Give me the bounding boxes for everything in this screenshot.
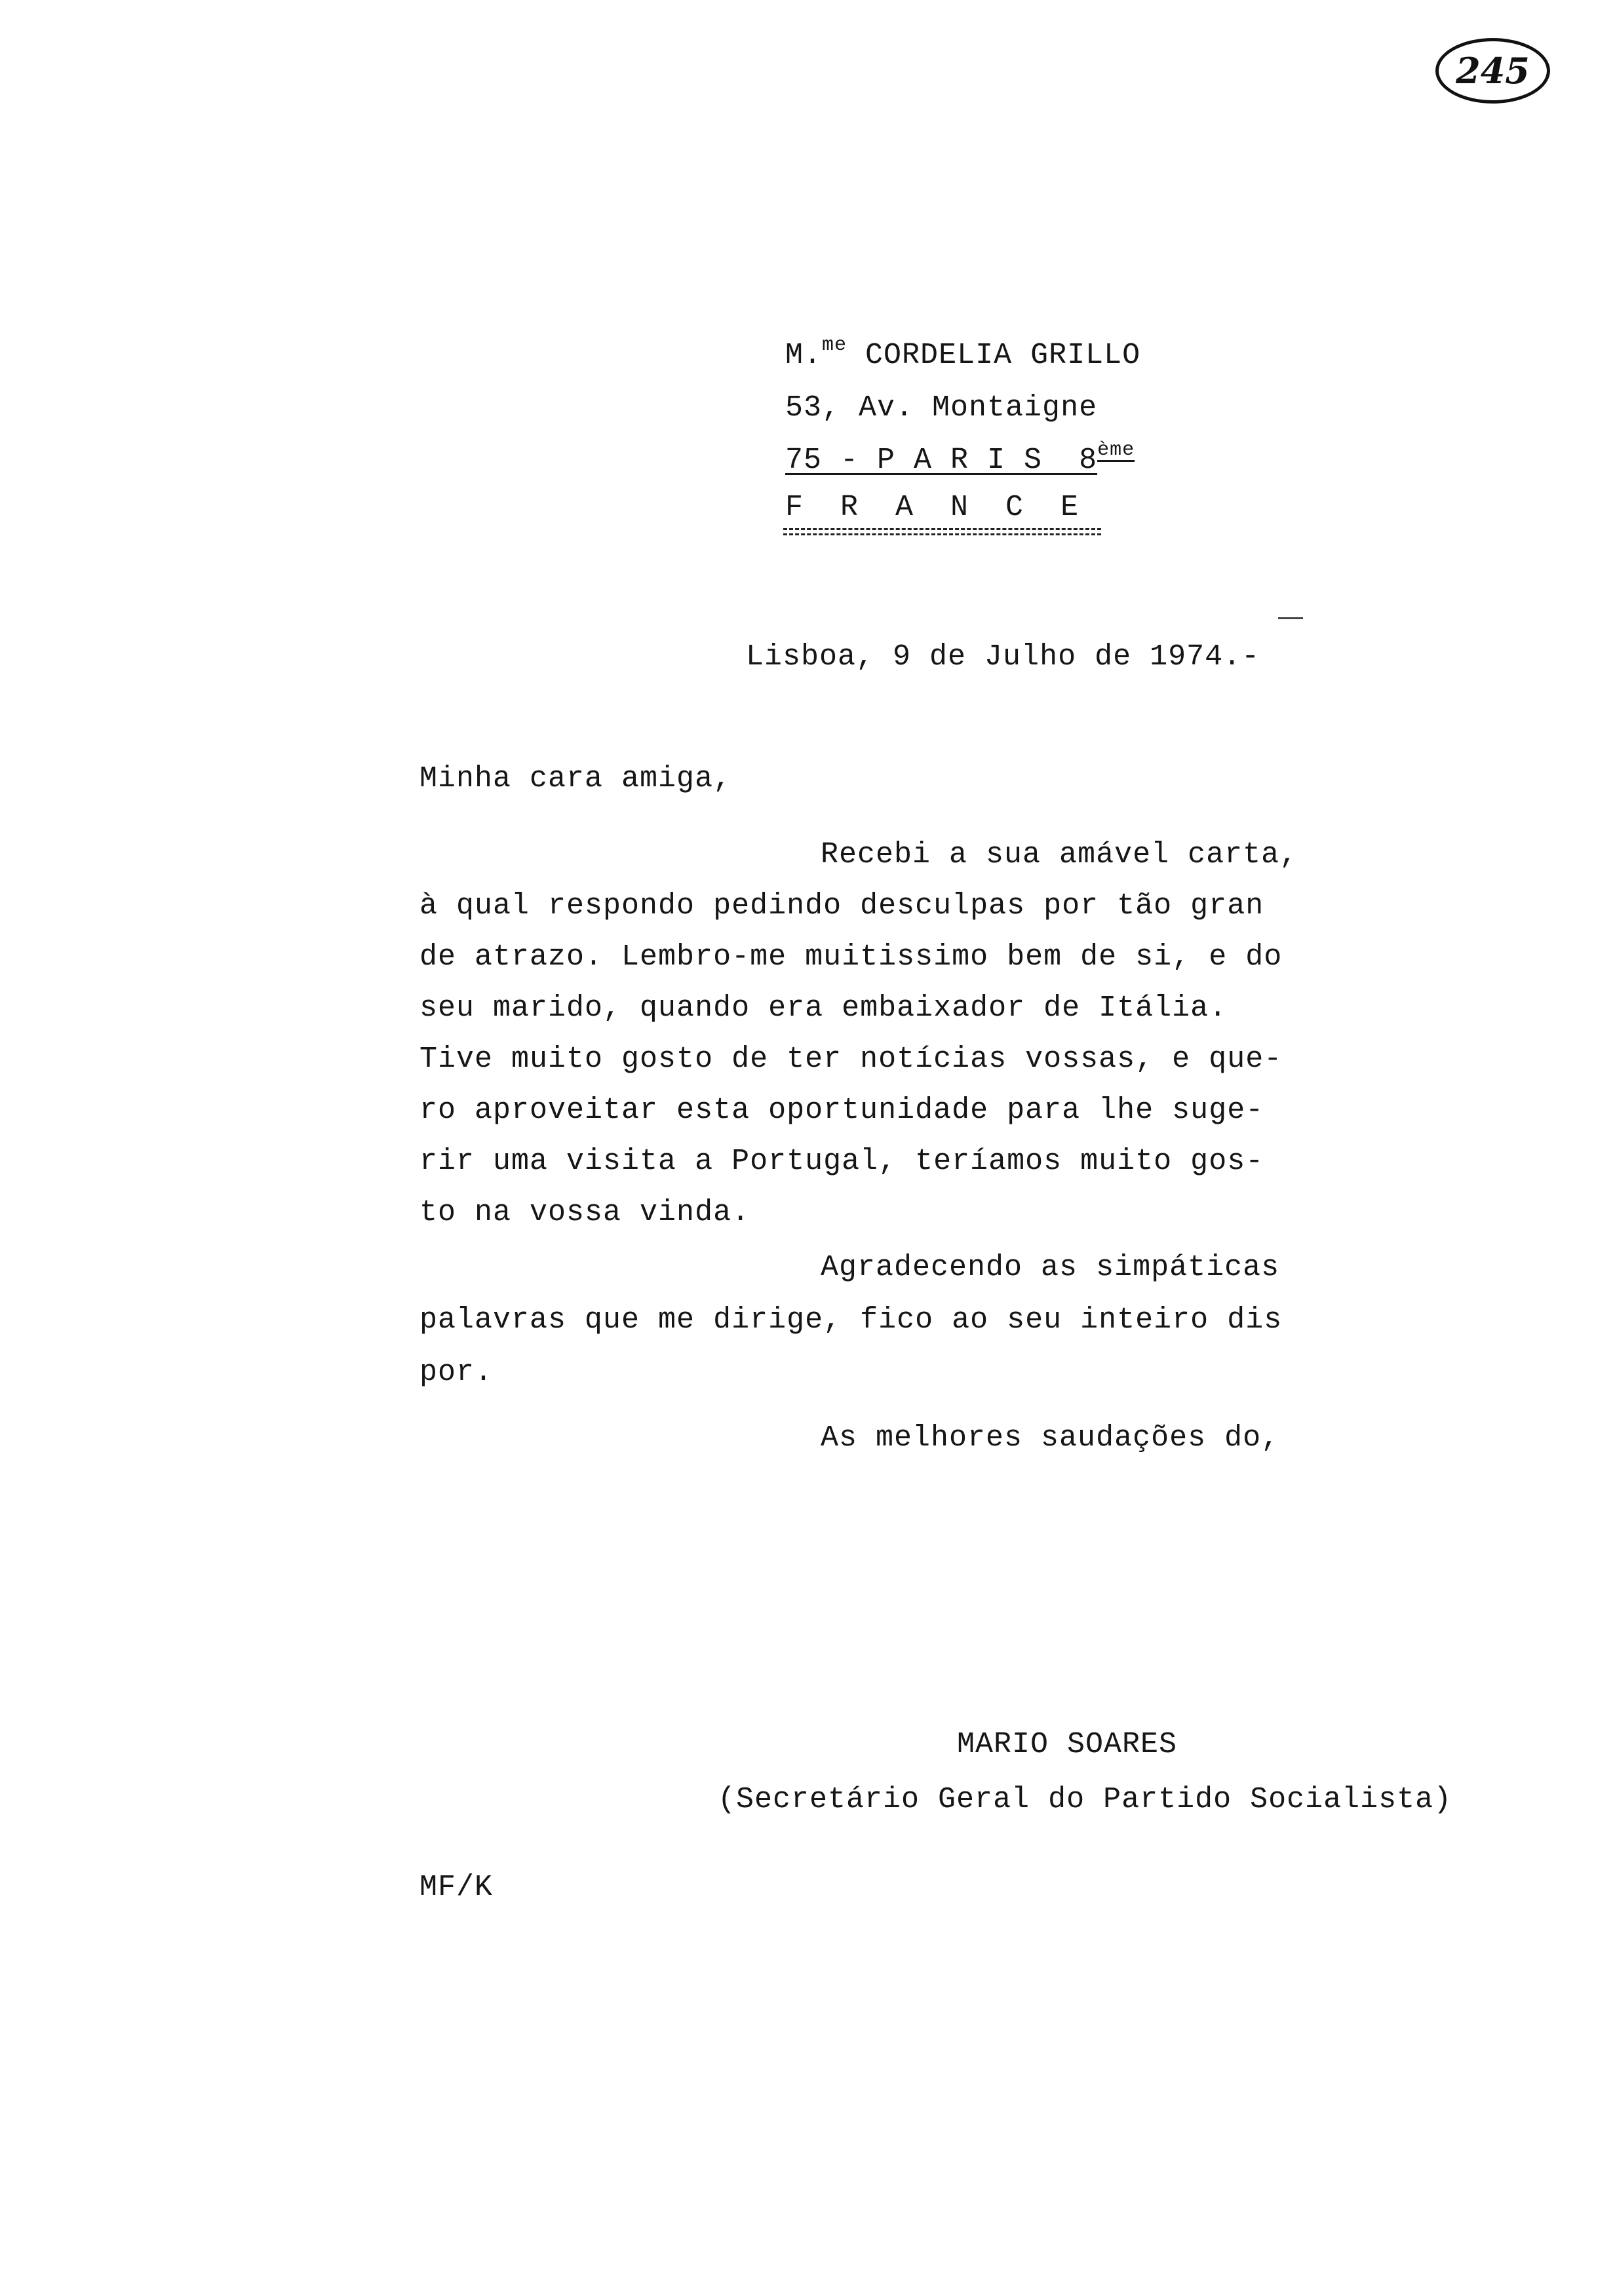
recipient-city: 75 - P A R I S 8 [785, 444, 1098, 477]
body-line: ro aproveitar esta oportunidade para lhe suge- [419, 1094, 1264, 1127]
stray-mark [1278, 617, 1303, 619]
body-line: à qual respondo pedindo desculpas por tão gran [419, 889, 1264, 923]
body-line: seu marido, quando era embaixador de Itália. [419, 991, 1228, 1025]
body-line: por. [419, 1356, 494, 1389]
recipient-name-line [785, 334, 1141, 372]
body-line: de atrazo. Lembro-me muitissimo bem de si, e do [419, 940, 1283, 974]
recipient-city-sup: ème [1097, 439, 1135, 461]
archive-number-stamp: 245 [1435, 38, 1550, 104]
body-line: rir uma visita a Portugal, teríamos muito gos- [419, 1145, 1264, 1178]
recipient-name: CORDELIA GRILLO [865, 339, 1141, 372]
body-line: to na vossa vinda. [419, 1196, 750, 1229]
country-double-underline-1 [783, 528, 1101, 530]
recipient-city-line [785, 439, 1135, 477]
date-line: Lisboa, 9 de Julho de 1974.- [746, 640, 1260, 674]
recipient-street: 53, Av. Montaigne [785, 391, 1098, 425]
reference-initials: MF/K [419, 1871, 494, 1904]
recipient-honorific-sup: me [822, 334, 847, 356]
body-line: Tive muito gosto de ter notícias vossas, e que- [419, 1043, 1283, 1076]
body-line: palavras que me dirige, fico ao seu inteiro dis [419, 1303, 1283, 1337]
signatory-title: (Secretário Geral do Partido Socialista) [718, 1783, 1452, 1816]
signatory-name: MARIO SOARES [957, 1728, 1178, 1761]
recipient-honorific: M. [785, 339, 823, 372]
body-line: Recebi a sua amável carta, [821, 838, 1298, 871]
body-line: Agradecendo as simpáticas [821, 1251, 1280, 1284]
closing-line: As melhores saudações do, [821, 1421, 1280, 1455]
country-double-underline-2 [783, 533, 1101, 535]
recipient-country: F R A N C E [785, 491, 1080, 524]
salutation: Minha cara amiga, [419, 762, 732, 795]
